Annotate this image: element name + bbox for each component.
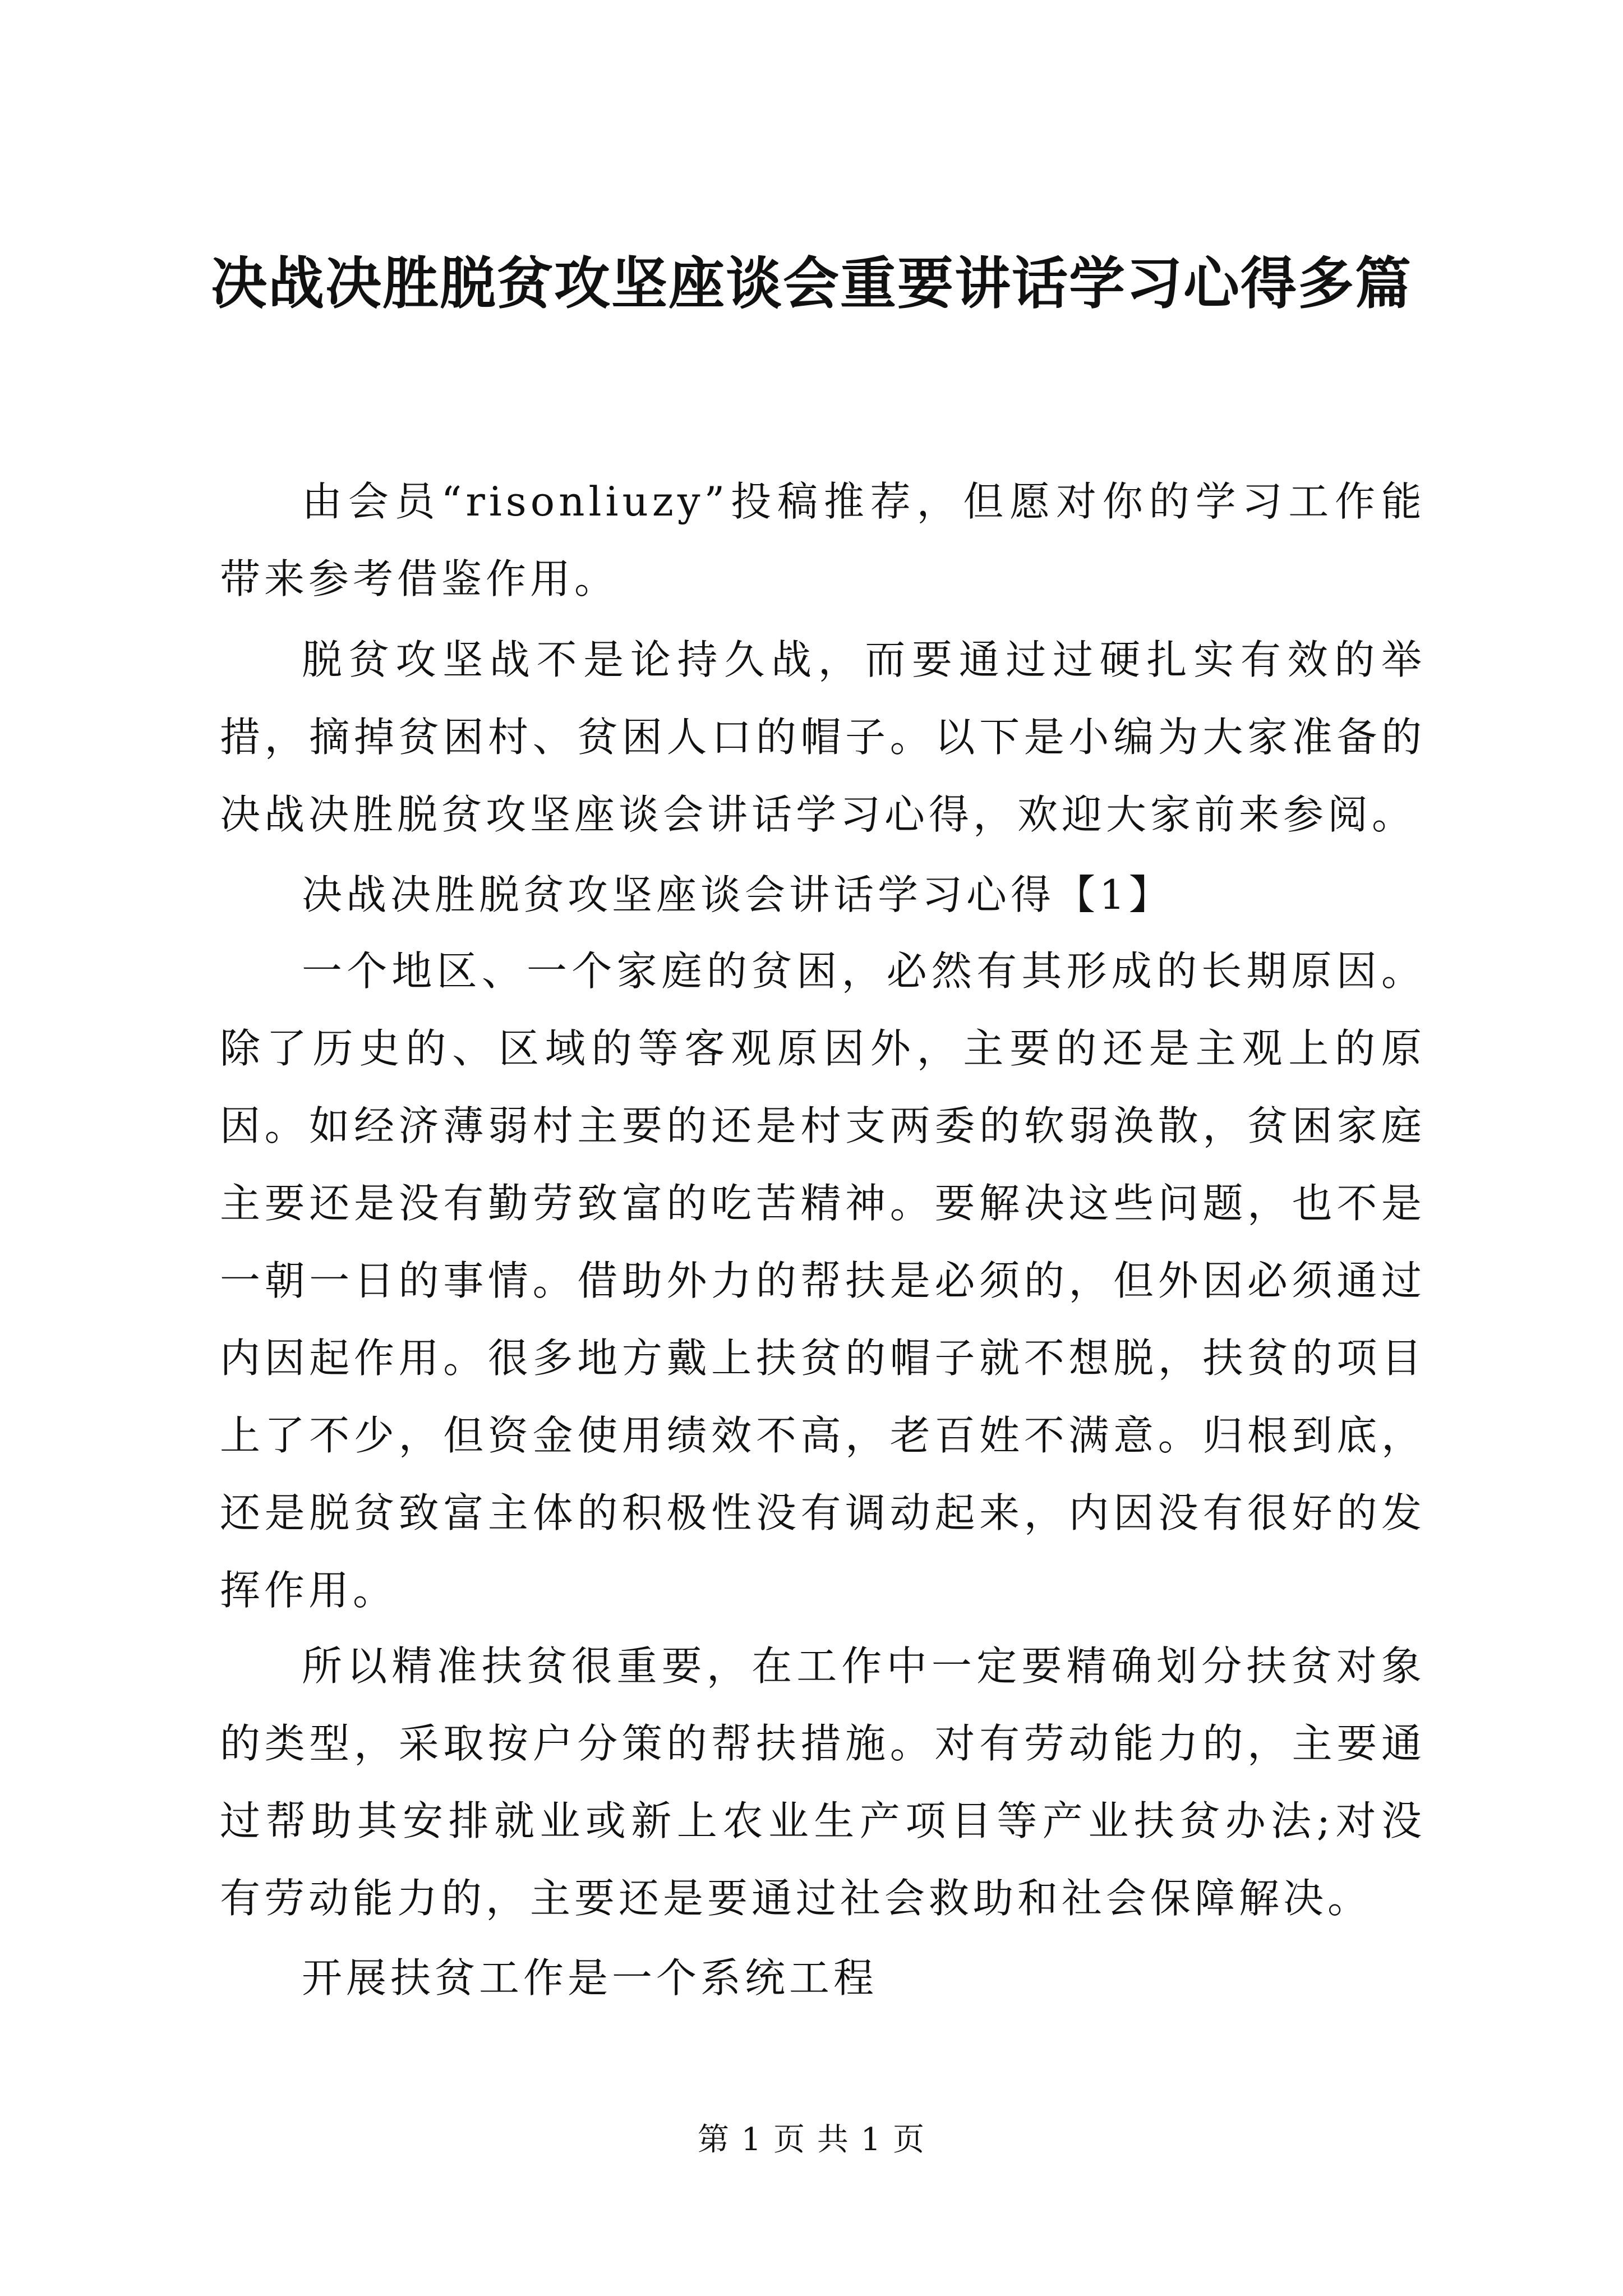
paragraph-targeted-poverty-alleviation: 所以精准扶贫很重要，在工作中一定要精确划分扶贫对象的类型，采取按户分策的帮扶措施。对有劳动能力的，主要通过帮助其安排就业或新上农业生产项目等产业扶贫办法;对没有劳动能力的，主要还是要通过社会救助和社会保障解决。 <box>220 1642 1426 1922</box>
paragraph-intro: 由会员“risonliuzy”投稿推荐，但愿对你的学习工作能带来参考借鉴作用。 <box>220 478 1426 602</box>
paragraph-causes: 一个地区、一个家庭的贫困，必然有其形成的长期原因。除了历史的、区域的等客观原因外，主要的还是主观上的原因。如经济薄弱村主要的还是村支两委的软弱涣散，贫困家庭主要还是没有勤劳致富的吃苦精神。要解决这些问题，也不是一朝一日的事情。借助外力的帮扶是必须的，但外因必须通过内因起作用。很多地方戴上扶贫的帽子就不想脱，扶贫的项目上了不少，但资金使用绩效不高，老百姓不满意。归根到底，还是脱贫致富主体的积极性没有调动起来，内因没有很好的发挥作用。 <box>220 947 1426 1614</box>
paragraph-system-project: 开展扶贫工作是一个系统工程 <box>302 1954 878 2001</box>
section-heading-1: 决战决胜脱贫攻坚座谈会讲话学习心得【1】 <box>302 871 1173 918</box>
paragraph-summary: 脱贫攻坚战不是论持久战，而要通过过硬扎实有效的举措，摘掉贫困村、贫困人口的帽子。以下是小编为大家准备的决战决胜脱贫攻坚座谈会讲话学习心得，欢迎大家前来参阅。 <box>220 636 1426 838</box>
document-title: 决战决胜脱贫攻坚座谈会重要讲话学习心得多篇 <box>211 250 1412 316</box>
page-number-footer: 第 1 页 共 1 页 <box>697 2122 926 2158</box>
